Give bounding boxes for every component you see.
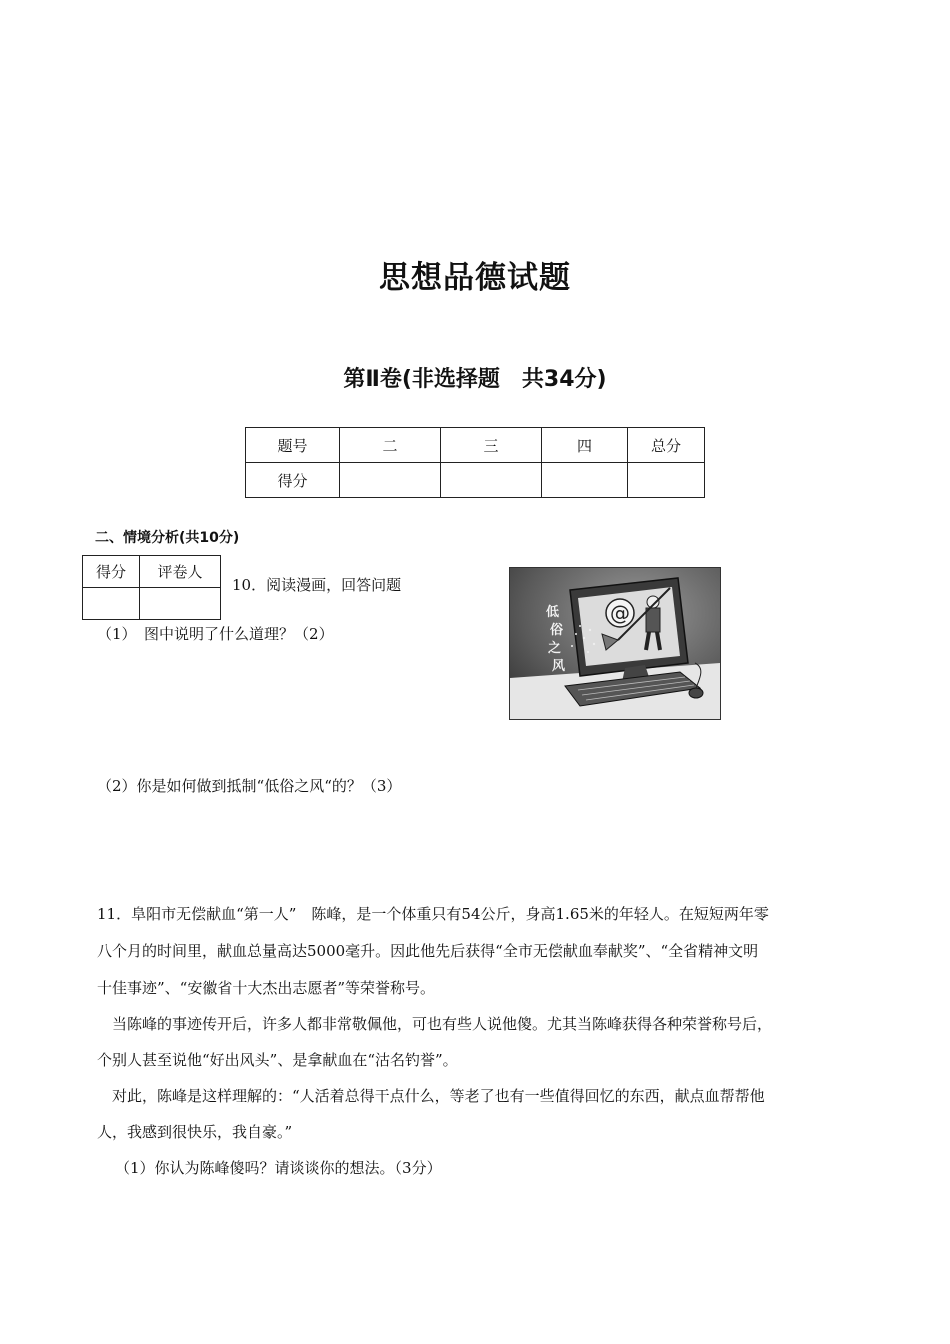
cartoon-char: 俗 xyxy=(550,623,564,638)
cartoon-char: 之 xyxy=(548,641,562,656)
grader-table-cell: 得分 xyxy=(83,556,140,588)
score-input-cell[interactable] xyxy=(340,463,441,498)
question-11-line: 十佳事迹”、“安徽省十大杰出志愿者”等荣誉称号。 xyxy=(97,979,436,997)
section-heading: 二、情境分析(共10分) xyxy=(95,530,240,546)
score-table-cell: 题号 xyxy=(246,428,340,463)
page-title: 思想品德试题 xyxy=(379,260,571,296)
score-table-cell: 得分 xyxy=(246,463,340,498)
score-table-cell: 四 xyxy=(542,428,628,463)
question-10-sub2: （2）你是如何做到抵制“低俗之风“的？（3） xyxy=(97,777,402,795)
grader-table-input-row xyxy=(83,588,221,620)
question-11-line: 对此，陈峰是这样理解的：“人活着总得干点什么，等老了也有一些值得回忆的东西，献点血帮帮他 xyxy=(97,1087,765,1105)
score-table-score-row xyxy=(246,463,705,498)
score-table-cell: 总分 xyxy=(628,428,705,463)
grader-table-cell: 评卷人 xyxy=(140,556,221,588)
question-11-line: 个别人甚至说他“好出风头”、是拿献血在“沽名钓誉”。 xyxy=(97,1051,458,1069)
grader-table-header-row xyxy=(83,556,221,588)
cartoon-char: 低 xyxy=(546,605,560,620)
question-11-line: 八个月的时间里，献血总量高达5000毫升。因此他先后获得“全市无偿献血奉献奖”、“全省精神文明 xyxy=(97,942,759,960)
score-input-cell[interactable] xyxy=(628,463,705,498)
grader-input-cell[interactable] xyxy=(83,588,140,620)
cartoon-image xyxy=(509,567,721,720)
score-table-header-row xyxy=(246,428,705,463)
score-input-cell[interactable] xyxy=(542,463,628,498)
question-11-line: 人，我感到很快乐，我自豪。” xyxy=(97,1123,293,1141)
question-10-sub1: （1） 图中说明了什么道理？（2） xyxy=(97,625,334,643)
at-symbol: @ xyxy=(610,601,630,625)
question-11-sub1: （1）你认为陈峰傻吗？请谈谈你的想法。（3分） xyxy=(115,1159,442,1177)
paper-part-subtitle: 第Ⅱ卷(非选择题 共34分) xyxy=(343,367,607,392)
question-10-stem: 10．阅读漫画，回答问题 xyxy=(232,576,402,594)
score-input-cell[interactable] xyxy=(441,463,542,498)
cartoon-char: 风 xyxy=(552,659,566,674)
question-11-line: 11．阜阳市无偿献血“第一人” 陈峰，是一个体重只有54公斤，身高1.65米的年轻人。在短短两年零 xyxy=(97,905,769,923)
score-table-cell: 三 xyxy=(441,428,542,463)
score-table xyxy=(245,427,705,498)
question-11-line: 当陈峰的事迹传开后，许多人都非常敬佩他，可也有些人说他傻。尤其当陈峰获得各种荣誉称号后， xyxy=(97,1015,773,1033)
score-table-cell: 二 xyxy=(340,428,441,463)
grader-input-cell[interactable] xyxy=(140,588,221,620)
grader-table xyxy=(82,555,221,620)
